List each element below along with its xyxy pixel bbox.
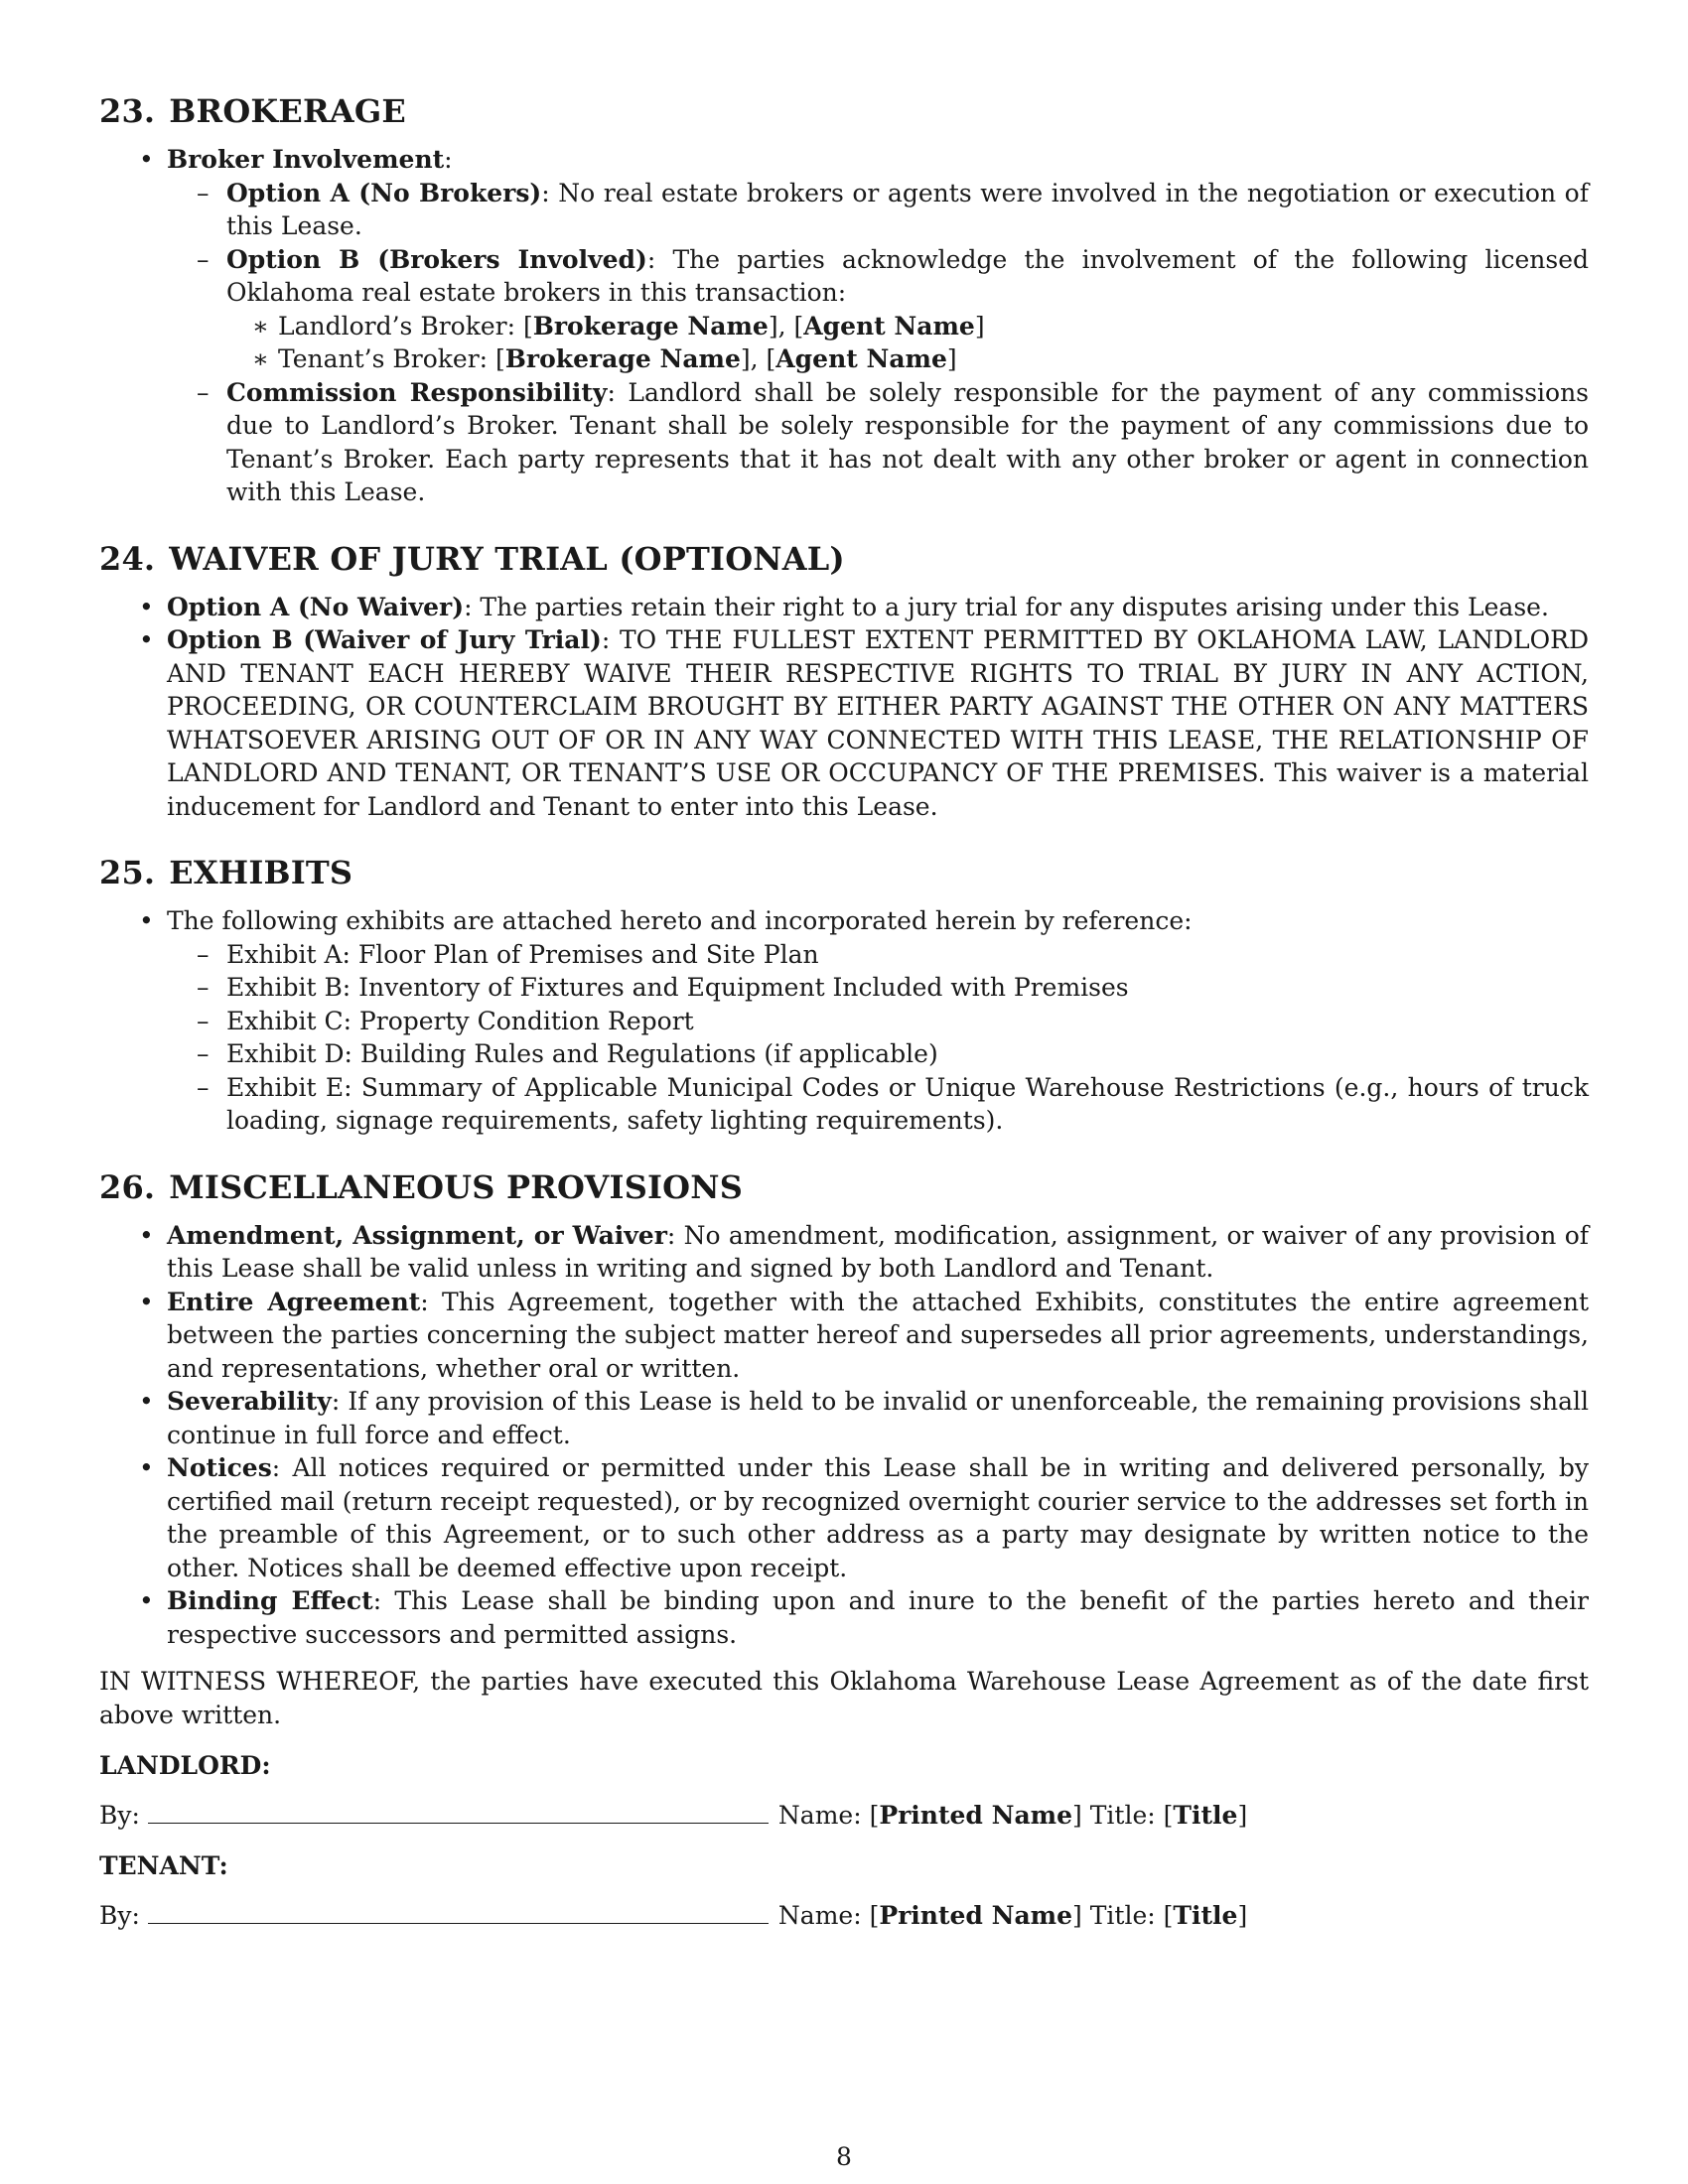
section-miscellaneous xyxy=(99,1167,1589,1652)
page-number: 8 xyxy=(836,2142,852,2171)
tenant-signature-line[interactable] xyxy=(148,1899,769,1924)
section-heading: 25. EXHIBITS xyxy=(99,854,353,891)
section-heading: 26. MISCELLANEOUS PROVISIONS xyxy=(99,1167,744,1206)
list-item-commission: – Commission Responsibility: Landlord shall be solely responsible for the payment of any commissions due to Landlord’s Broker. Tenant shall be solely responsible for the payment of any commissions due to Tenant’s Broker. Each party represents that it has not dealt with any other broker or agent in connection with this Lease. xyxy=(167,376,1589,509)
list-item-provision: • Amendment, Assignment, or Waiver: No amendment, modification, assignment, or waiver of any provision of this Lease shall be valid unless in writing and signed by both Landlord and Tenant. xyxy=(99,1219,1589,1286)
witness-clause: IN WITNESS WHEREOF, the parties have executed this Oklahoma Warehouse Lease Agreement as of the date first above written. xyxy=(99,1667,1589,1729)
tenant-title: Title xyxy=(1173,1900,1238,1930)
landlord-title: Title xyxy=(1173,1800,1238,1830)
document-page xyxy=(99,91,1589,1932)
list-item-provision: • Entire Agreement: This Agreement, together with the attached Exhibits, constitutes the entire agreement between the parties concerning the subject matter hereof and supersedes all prior agreements, understandings, and representations, whether oral or written. xyxy=(99,1286,1589,1386)
list-item-broker-involvement: • Broker Involvement: – Option A (No Brokers): No real estate brokers or agents were involved in the negotiation or execution of this Lease. – Option B (Brokers Involved): The parties acknowledge the involvement of the following licensed Oklahoma real estate brokers in this transaction: ∗ Landlord’s Broker: [Brokerage Name], [Agent Name] ∗ Tenant’s Broker: [Brokerage Name], [Agent Name] – Commission Responsibility: Landlord shall be solely responsible for the payment of any commissions due to Landlord’s Broker. Tenant shall be solely responsible for the payment of any commissions due to Tenant’s Broker. Each party represents that it has not dealt with any other broker or agent in connection with this Lease. xyxy=(99,143,1589,509)
section-heading: 24. WAIVER OF JURY TRIAL (OPTIONAL) xyxy=(99,539,845,578)
section-jury-waiver xyxy=(99,539,1589,824)
list-item-option-a: – Option A (No Brokers): No real estate brokers or agents were involved in the negotiation or execution of this Lease. xyxy=(167,177,1589,243)
landlord-label: LANDLORD: xyxy=(99,1751,271,1780)
list-item-provision: • Severability: If any provision of this Lease is held to be invalid or unenforceable, the remaining provisions shall continue in full force and effect. xyxy=(99,1385,1589,1451)
list-item-exhibit: – Exhibit C: Property Condition Report xyxy=(167,1005,1589,1038)
section-exhibits xyxy=(99,853,1589,1138)
section-heading: 23. BROKERAGE xyxy=(99,92,406,130)
list-item-exhibit: – Exhibit E: Summary of Applicable Municipal Codes or Unique Warehouse Restrictions (e.g., hours of truck loading, signage requirements, safety lighting requirements). xyxy=(167,1071,1589,1138)
list-item-provision: • Notices: All notices required or permitted under this Lease shall be in writing and delivered personally, by certified mail (return receipt requested), or by recognized overnight courier service to the addresses set forth in the preamble of this Agreement, or to such other address as a party may designate by written notice to the other. Notices shall be deemed effective upon receipt. xyxy=(99,1451,1589,1584)
tenant-signature-row: By: Name: [Printed Name] Title: [Title] xyxy=(99,1900,1248,1930)
landlord-printed-name: Printed Name xyxy=(879,1800,1073,1830)
landlord-signature-line[interactable] xyxy=(148,1799,769,1824)
list-item-exhibit: – Exhibit B: Inventory of Fixtures and Equipment Included with Premises xyxy=(167,971,1589,1005)
section-brokerage xyxy=(99,91,1589,509)
list-item-landlord-broker: ∗ Landlord’s Broker: [Brokerage Name], [Agent Name] xyxy=(226,310,1589,343)
list-item-option-b: – Option B (Brokers Involved): The parties acknowledge the involvement of the following licensed Oklahoma real estate brokers in this transaction: ∗ Landlord’s Broker: [Brokerage Name], [Agent Name] ∗ Tenant’s Broker: [Brokerage Name], [Agent Name] xyxy=(167,243,1589,376)
list-item-exhibit: – Exhibit A: Floor Plan of Premises and Site Plan xyxy=(167,938,1589,972)
list-item-no-waiver: • Option A (No Waiver): The parties retain their right to a jury trial for any disputes arising under this Lease. xyxy=(99,591,1589,624)
tenant-printed-name: Printed Name xyxy=(879,1900,1073,1930)
tenant-label: TENANT: xyxy=(99,1851,228,1880)
list-item-exhibit: – Exhibit D: Building Rules and Regulations (if applicable) xyxy=(167,1037,1589,1071)
landlord-signature-row: By: Name: [Printed Name] Title: [Title] xyxy=(99,1800,1248,1830)
list-item-exhibits-intro: • The following exhibits are attached hereto and incorporated herein by reference: – Exhibit A: Floor Plan of Premises and Site Plan – Exhibit B: Inventory of Fixtures and Equipment Included with Premises – Exhibit C: Property Condition Report – Exhibit D: Building Rules and Regulations (if applicable) – Exhibit E: Summary of Applicable Municipal Codes or Unique Warehouse Restrictions (e.g., hours of truck loading, signage requirements, safety lighting requirements). xyxy=(99,904,1589,1138)
list-item-waiver: • Option B (Waiver of Jury Trial): TO THE FULLEST EXTENT PERMITTED BY OKLAHOMA LAW, LANDLORD AND TENANT EACH HEREBY WAIVE THEIR RESPECTIVE RIGHTS TO TRIAL BY JURY IN ANY ACTION, PROCEEDING, OR COUNTERCLAIM BROUGHT BY EITHER PARTY AGAINST THE OTHER ON ANY MATTERS WHATSOEVER ARISING OUT OF OR IN ANY WAY CONNECTED WITH THIS LEASE, THE RELATIONSHIP OF LANDLORD AND TENANT, OR TENANT’S USE OR OCCUPANCY OF THE PREMISES. This waiver is a material inducement for Landlord and Tenant to enter into this Lease. xyxy=(99,623,1589,823)
list-item-tenant-broker: ∗ Tenant’s Broker: [Brokerage Name], [Agent Name] xyxy=(226,342,1589,376)
list-item-provision: • Binding Effect: This Lease shall be binding upon and inure to the benefit of the parties hereto and their respective successors and permitted assigns. xyxy=(99,1584,1589,1651)
